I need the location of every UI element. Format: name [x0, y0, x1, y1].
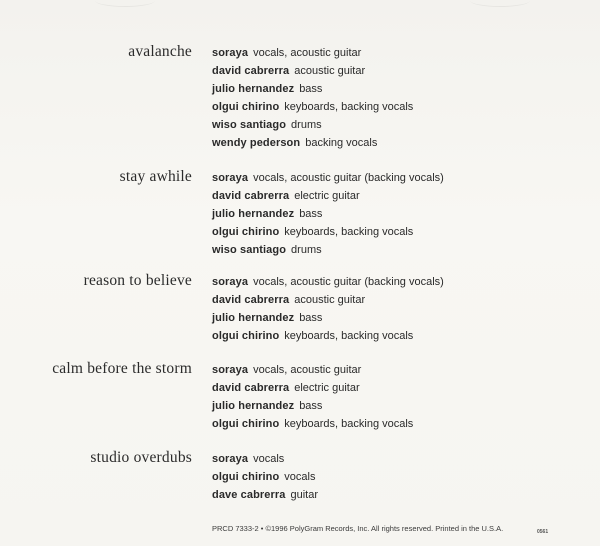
musician-role: guitar [290, 489, 318, 501]
song-title: studio overdubs [90, 449, 192, 466]
catalog-code: 0561 [537, 529, 549, 535]
musician-name: julio hernandez [212, 312, 295, 324]
musician-role: bass [299, 312, 323, 324]
credit-line [212, 361, 413, 379]
musician-role: keyboards, backing vocals [284, 330, 414, 342]
musician-name: olgui chirino [212, 226, 280, 238]
credit-line [212, 241, 444, 259]
credit-line [212, 223, 444, 241]
song-title: avalanche [128, 43, 192, 60]
musician-role: electric guitar [294, 382, 360, 394]
musician-name: wendy pederson [212, 137, 301, 149]
musician-name: julio hernandez [212, 400, 295, 412]
musician-role: vocals, acoustic guitar (backing vocals) [253, 276, 444, 288]
credit-line [212, 205, 444, 223]
credit-line [212, 273, 444, 291]
credit-line [212, 187, 444, 205]
musician-role: keyboards, backing vocals [284, 418, 414, 430]
credit-line [212, 62, 413, 80]
musician-role: electric guitar [294, 190, 360, 202]
song-title: reason to believe [83, 272, 192, 289]
copyright-line: PRCD 7333-2 • ©1996 PolyGram Records, Inc. All rights reserved. Printed in the U.S.A. [212, 524, 504, 533]
musician-name: dave cabrerra [212, 489, 286, 501]
musician-name: soraya [212, 172, 249, 184]
musician-name: soraya [212, 276, 249, 288]
credit-line [212, 116, 413, 134]
musician-name: olgui chirino [212, 330, 280, 342]
musician-role: keyboards, backing vocals [284, 226, 414, 238]
musician-name: olgui chirino [212, 471, 280, 483]
credit-line [212, 415, 413, 433]
credits-list [212, 44, 413, 152]
musician-role: acoustic guitar [294, 65, 366, 77]
musician-name: olgui chirino [212, 101, 280, 113]
musician-role: vocals [253, 453, 285, 465]
credit-line [212, 134, 413, 152]
musician-name: soraya [212, 47, 249, 59]
credit-line [212, 44, 413, 62]
musician-role: vocals, acoustic guitar (backing vocals) [253, 172, 444, 184]
credit-line [212, 309, 444, 327]
musician-name: david cabrerra [212, 294, 290, 306]
credits-list [212, 450, 318, 504]
musician-name: wiso santiago [212, 244, 287, 256]
musician-role: drums [291, 244, 322, 256]
credit-line [212, 379, 413, 397]
musician-role: vocals, acoustic guitar [253, 47, 362, 59]
musician-name: david cabrerra [212, 382, 290, 394]
credit-line [212, 291, 444, 309]
credit-line [212, 397, 413, 415]
musician-role: keyboards, backing vocals [284, 101, 414, 113]
musician-name: olgui chirino [212, 418, 280, 430]
musician-role: acoustic guitar [294, 294, 366, 306]
credit-line [212, 98, 413, 116]
musician-name: julio hernandez [212, 83, 295, 95]
song-title: stay awhile [119, 168, 192, 185]
musician-role: bass [299, 400, 323, 412]
page-edge-mark [470, 0, 530, 7]
musician-name: soraya [212, 364, 249, 376]
credits-list [212, 273, 444, 345]
credit-line [212, 450, 318, 468]
credit-line [212, 486, 318, 504]
song-title: calm before the storm [52, 360, 192, 377]
musician-name: soraya [212, 453, 249, 465]
credits-list [212, 169, 444, 259]
page-edge-mark [95, 0, 155, 7]
credits-list [212, 361, 413, 433]
credit-line [212, 327, 444, 345]
musician-role: vocals, acoustic guitar [253, 364, 362, 376]
credit-line [212, 80, 413, 98]
musician-role: vocals [284, 471, 316, 483]
musician-name: julio hernandez [212, 208, 295, 220]
musician-name: david cabrerra [212, 190, 290, 202]
credit-line [212, 468, 318, 486]
musician-role: backing vocals [305, 137, 378, 149]
musician-role: drums [291, 119, 322, 131]
musician-role: bass [299, 208, 323, 220]
musician-name: david cabrerra [212, 65, 290, 77]
credit-line [212, 169, 444, 187]
musician-name: wiso santiago [212, 119, 287, 131]
musician-role: bass [299, 83, 323, 95]
